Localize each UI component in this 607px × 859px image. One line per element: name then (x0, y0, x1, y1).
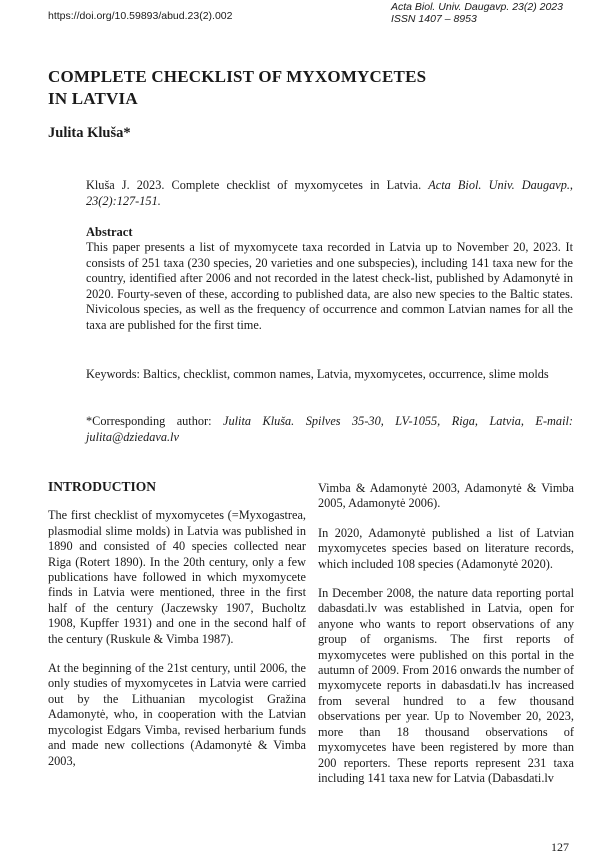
intro-paragraph-3: Vimba & Adamonytė 2003, Adamonytė & Vimba 2005, Adamonytė 2006). (318, 481, 574, 511)
keywords: Keywords: Baltics, checklist, common names, Latvia, myxomycetes, occurrence, slime molds (86, 367, 549, 381)
intro-paragraph-4: In 2020, Adamonytė published a list of Latvian myxomycetes species based on literature records, which included 108 species (Adamonytė 2020). (318, 525, 574, 571)
paper-title (48, 66, 568, 110)
title-line-2: IN LATVIA (48, 89, 138, 108)
citation (86, 178, 573, 209)
left-column (48, 479, 306, 769)
abstract-heading: Abstract (86, 225, 133, 239)
page-number: 127 (551, 840, 569, 854)
abstract-text: This paper presents a list of myxomycete taxa recorded in Latvia up to November 20, 2023. It consists of 251 taxa (230 species, 20 varieties and one subspecies), including 141 taxa new for the country, identified after 2006 and not recorded in the latest check-list, published by Adamonytė in 2020. Fourty-seven of these, according to published data, are also new species to the Baltic states. Nivicolous species, as well as the frequency of occurrence and common Latvian names for all the taxa are published for the first time. (86, 240, 573, 332)
intro-paragraph-5: In December 2008, the nature data reporting portal dabasdati.lv was established in Latvia, open for anyone who wants to report observations of any group of organisms. The first reports of myxomycetes were published on this portal in the autumn of 2009. From 2016 onwards the number of myxomycete reports in dabasdati.lv has increased from several hundred to a few thousand observations per year. Up to November 20, 2023, more than 18 thousand observations of myxomycetes have been registered by more than 200 reporters. These reports represent 231 taxa including 141 taxa new for Latvia (Dabasdati.lv (318, 586, 574, 785)
author-name: Julita Kluša* (48, 125, 131, 141)
corresponding-author (86, 414, 573, 445)
intro-paragraph-2: At the beginning of the 21st century, until 2006, the only studies of myxomycetes in Latvia were carried out by the Lithuanian mycologist Gražina Adamonytė, who, in cooperation with the Latvian mycologist Edgars Vimba, revised herbarium funds and made new collections (Adamonytė & Vimba 2003, (48, 661, 306, 768)
introduction-heading: INTRODUCTION (48, 479, 157, 494)
journal-citation: Acta Biol. Univ. Daugavp. 23(2) 2023 (391, 1, 563, 13)
journal-header (391, 1, 563, 25)
doi-link[interactable]: https://doi.org/10.59893/abud.23(2).002 (48, 10, 233, 22)
citation-text: Kluša J. 2023. Complete checklist of myxomycetes in Latvia. (86, 178, 422, 192)
citation-journal: Acta Biol. Univ. Daugavp., 23(2):127-151. (86, 178, 573, 208)
corresponding-details: Julita Kluša. Spilves 35-30, LV-1055, Riga, Latvia, E-mail: julita@dziedava.lv (86, 414, 573, 444)
intro-paragraph-1: The first checklist of myxomycetes (=Myxogastrea, plasmodial slime molds) in Latvia was published in 1890 and consisted of 40 species collected near Riga (Rotert 1890). In the 20th century, only a few publications have followed in which myxomycete finds in Latvia were mentioned, three in the first half of the century (Jaczewsky 1907, Bucholtz 1908, Kupffer 1931) and one in the second half of the century (Ruskule & Vimba 1987). (48, 508, 306, 646)
title-line-1: COMPLETE CHECKLIST OF MYXOMYCETES (48, 67, 427, 86)
journal-issn: ISSN 1407 – 8953 (391, 13, 477, 25)
right-column (318, 481, 574, 786)
corresponding-label: *Corresponding author: (86, 414, 212, 428)
